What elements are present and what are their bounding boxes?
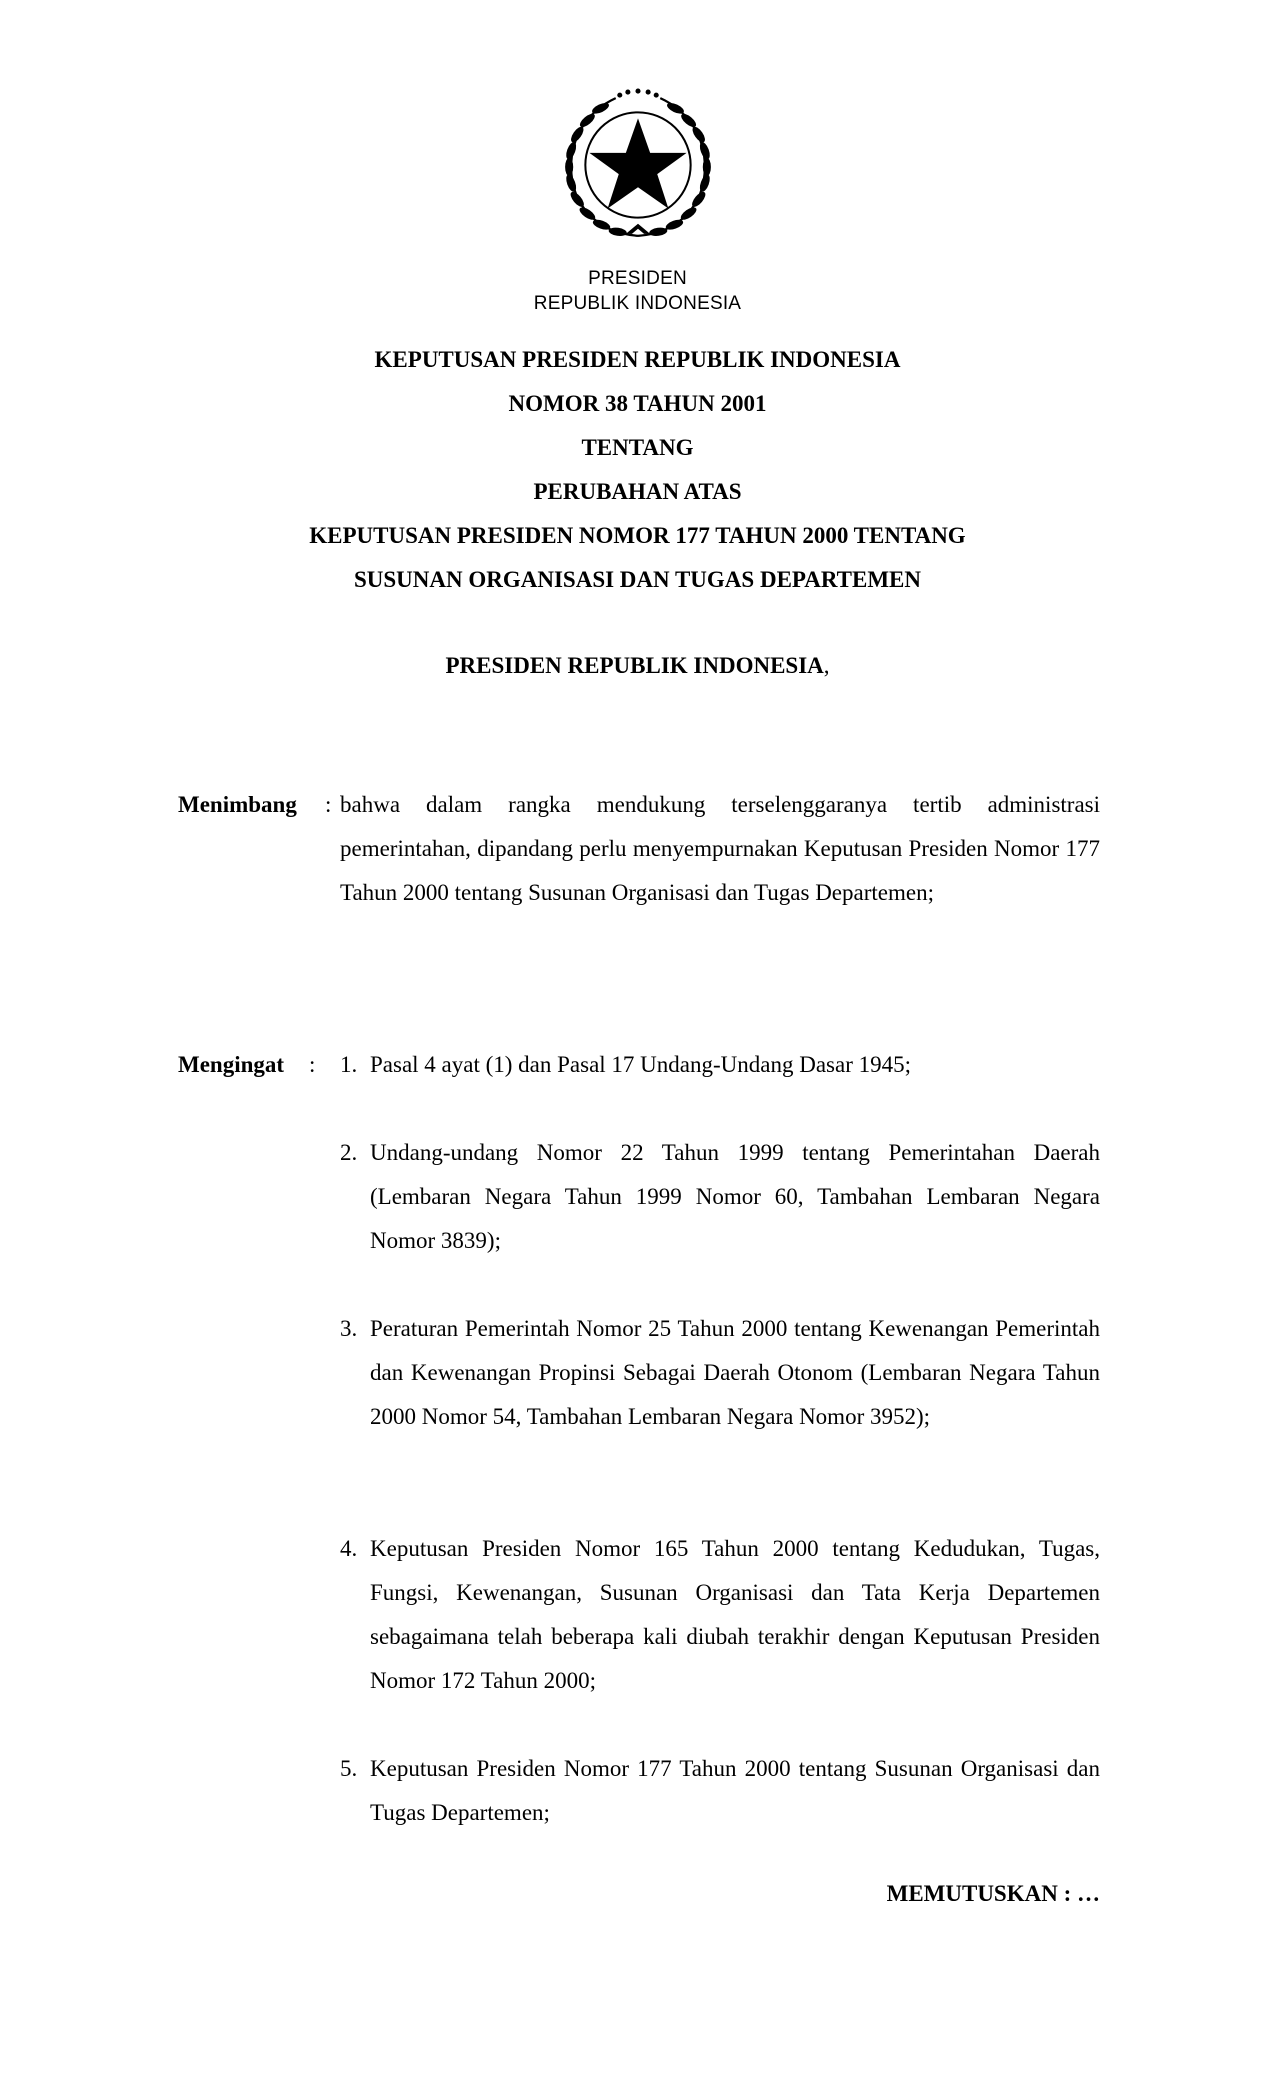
mengingat-colon: : [309, 1052, 316, 1077]
list-item [340, 1131, 1100, 1263]
list-item-text: Keputusan Presiden Nomor 165 Tahun 2000 tentang Kedudukan, Tugas, Fungsi, Kewenangan, Susunan Organisasi dan Tata Kerja Departemen sebagaimana telah beberapa kali diubah terakhir dengan Keputusan Presiden Nomor 172 Tahun 2000; [370, 1536, 1100, 1693]
list-item-number: 4. [340, 1536, 358, 1561]
title-reference: KEPUTUSAN PRESIDEN NOMOR 177 TAHUN 2000 TENTANG [309, 523, 966, 548]
menimbang-text: bahwa dalam rangka mendukung terselenggaranya tertib administrasi pemerintahan, dipandang perlu menyempurnakan Keputusan Presiden Nomor 177 Tahun 2000 tentang Susunan Organisasi dan Tugas Departemen; [340, 792, 1100, 905]
president-heading-comma: , [823, 653, 830, 678]
title-amendment: PERUBAHAN ATAS [533, 479, 742, 504]
list-item-number: 5. [340, 1756, 358, 1781]
list-item-text: Pasal 4 ayat (1) dan Pasal 17 Undang-Undang Dasar 1945; [370, 1052, 912, 1077]
list-item [340, 1307, 1100, 1439]
list-item-number: 3. [340, 1316, 358, 1341]
emblem-caption-title: PRESIDEN [588, 268, 687, 289]
president-heading-text: PRESIDEN REPUBLIK INDONESIA [445, 653, 824, 678]
menimbang-label: Menimbang [178, 792, 297, 817]
list-item [340, 1043, 1100, 1087]
list-item [340, 1527, 1100, 1703]
list-item [340, 1747, 1100, 1835]
emblem-caption-subtitle: REPUBLIK INDONESIA [533, 293, 742, 314]
list-item-number: 1. [340, 1052, 358, 1077]
memutuskan-heading: MEMUTUSKAN : … [886, 1881, 1100, 1906]
president-heading [0, 652, 1275, 680]
list-item-text: Undang-undang Nomor 22 Tahun 1999 tentang Pemerintahan Daerah (Lembaran Negara Tahun 1999 Nomor 60, Tambahan Lembaran Negara Nomor 3839); [370, 1140, 1100, 1253]
list-item-text: Keputusan Presiden Nomor 177 Tahun 2000 tentang Susunan Organisasi dan Tugas Departemen; [370, 1756, 1100, 1825]
document-number: NOMOR 38 TAHUN 2001 [508, 391, 767, 416]
list-item-text: Peraturan Pemerintah Nomor 25 Tahun 2000 tentang Kewenangan Pemerintah dan Kewenangan Propinsi Sebagai Daerah Otonom (Lembaran Negara Tahun 2000 Nomor 54, Tambahan Lembaran Negara Nomor 3952); [370, 1316, 1100, 1429]
mengingat-label: Mengingat [178, 1052, 285, 1077]
menimbang-colon: : [325, 792, 332, 817]
list-item-number: 2. [340, 1140, 358, 1165]
title-subject: SUSUNAN ORGANISASI DAN TUGAS DEPARTEMEN [353, 567, 922, 592]
garuda-star-emblem-icon [557, 86, 719, 248]
title-about: TENTANG [581, 435, 694, 460]
document-title: KEPUTUSAN PRESIDEN REPUBLIK INDONESIA [374, 347, 901, 372]
